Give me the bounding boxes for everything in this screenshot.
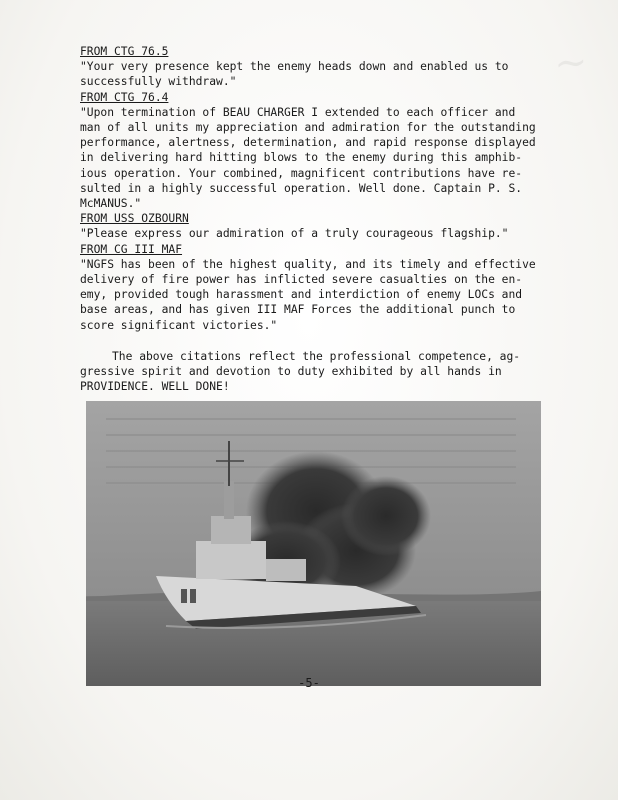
message-line: successfully withdraw." bbox=[80, 75, 237, 89]
closing-line: gressive spirit and devotion to duty exhibited by all hands in bbox=[80, 365, 502, 379]
message-block bbox=[80, 211, 550, 241]
closing-line: PROVIDENCE. WELL DONE! bbox=[80, 380, 230, 394]
message-line: "Your very presence kept the enemy heads down and enabled us to bbox=[80, 60, 509, 74]
message-line: sulted in a highly successful operation. Well done. Captain P. S. bbox=[80, 181, 523, 195]
message-block bbox=[80, 44, 550, 90]
photo-illustration bbox=[86, 401, 541, 686]
closing-paragraph bbox=[80, 349, 550, 395]
message-block bbox=[80, 242, 550, 333]
message-heading: FROM CTG 76.4 bbox=[80, 90, 169, 104]
message-line: performance, alertness, determination, and rapid response displayed bbox=[80, 136, 536, 150]
message-line: man of all units my appreciation and admiration for the outstanding bbox=[80, 121, 536, 135]
message-line: "Upon termination of BEAU CHARGER I extended to each officer and bbox=[80, 105, 516, 119]
message-line: ious operation. Your combined, magnificent contributions have re- bbox=[80, 166, 523, 180]
message-heading: FROM USS OZBOURN bbox=[80, 212, 189, 226]
bleed-through-text: ~ bbox=[552, 38, 590, 88]
message-line: emy, provided tough harassment and interdiction of enemy LOCs and bbox=[80, 288, 523, 302]
page-number: -5- bbox=[298, 676, 320, 690]
message-line: score significant victories." bbox=[80, 318, 278, 332]
message-line: "NGFS has been of the highest quality, and its timely and effective bbox=[80, 257, 536, 271]
message-line: base areas, and has given III MAF Forces the additional punch to bbox=[80, 303, 516, 317]
message-line: McMANUS." bbox=[80, 197, 142, 211]
closing-line: The above citations reflect the professional competence, ag- bbox=[112, 349, 521, 363]
warship-firing-photo bbox=[86, 401, 541, 686]
message-block bbox=[80, 90, 550, 212]
citations-body bbox=[80, 44, 550, 420]
message-line: delivery of fire power has inflicted severe casualties on the en- bbox=[80, 273, 523, 287]
message-line: in delivering hard hitting blows to the enemy during this amphib- bbox=[80, 151, 523, 165]
message-line: "Please express our admiration of a truly courageous flagship." bbox=[80, 227, 509, 241]
message-heading: FROM CG III MAF bbox=[80, 242, 183, 256]
message-heading: FROM CTG 76.5 bbox=[80, 45, 169, 58]
